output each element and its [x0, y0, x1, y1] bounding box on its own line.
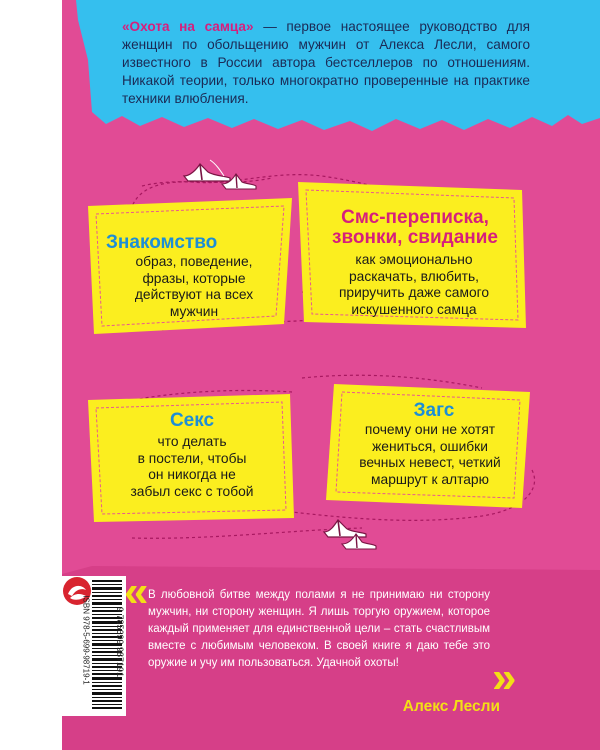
note-title-line: звонки, свидание [332, 227, 498, 248]
note-line: мужчин [169, 303, 219, 319]
note-line: забыл секс с тобой [130, 483, 254, 499]
note-title: Секс [169, 410, 215, 431]
note-line: приручить даже самого [338, 285, 490, 300]
note-line: что делать [157, 434, 227, 449]
note-line: вечных невест, четкий [359, 455, 501, 470]
author-name: Алекс Лесли [402, 698, 500, 715]
sticky-note-acquaintance [80, 196, 300, 336]
note-line: фразы, которые [142, 270, 246, 286]
note-line: он никогда не [148, 467, 236, 482]
note-line: почему они не хотят [364, 422, 496, 437]
note-title: Знакомство [106, 232, 218, 253]
note-line: как эмоционально [355, 252, 473, 267]
note-body [102, 434, 282, 500]
high-heel-shoe-icon [220, 170, 260, 192]
note-line: образ, поведение, [135, 254, 253, 269]
note-body [338, 422, 522, 488]
note-title-line: Смс-переписка, [341, 207, 489, 228]
note-line: жениться, ошибки [372, 438, 488, 454]
high-heel-shoe-icon [340, 530, 380, 552]
close-quote-mark: » [492, 653, 517, 702]
book-title-highlight: «Охота на самца» [122, 19, 254, 34]
note-title [310, 208, 520, 248]
open-quote-mark: « [124, 567, 149, 616]
note-line: раскачать, влюбить, [348, 268, 480, 284]
isbn-label: ISBN 978-5-699-98719-1 [81, 595, 91, 685]
intro-text: — первое настоящее руководство для женщин по обольщению мужчин от Алекса Лесли, самого известного в России автора бестселлеров по отношениям. Никакой теории, только многократно проверенные на практике техники влюбления. [122, 19, 530, 106]
sticky-note-registry [324, 382, 534, 510]
note-line: маршрут к алтарю [371, 471, 489, 487]
note-line: действуют на всех [134, 287, 254, 302]
note-line: искушенного самца [351, 301, 477, 317]
note-line: в постели, чтобы [137, 450, 247, 466]
sticky-note-messaging [294, 178, 530, 336]
isbn-number: 9 785699 987191 [115, 606, 125, 678]
note-body [308, 252, 520, 318]
note-body [104, 254, 284, 320]
author-quote: В любовной битве между полами я не принимаю ни сторону мужчин, ни сторону женщин. Я лишь торгую оружием, которое каждый применяет для единственной цели – стать счастливым вместе с любимым человеком. В своей книге я даю тебе это оружие и учу им пользоваться. Удачной охоты! [148, 589, 490, 669]
note-title: Загс [413, 400, 455, 421]
sticky-note-sex [86, 392, 296, 524]
